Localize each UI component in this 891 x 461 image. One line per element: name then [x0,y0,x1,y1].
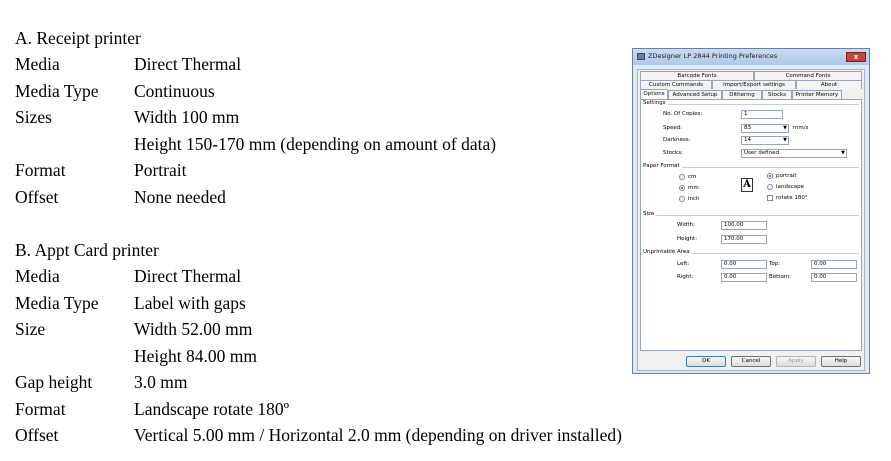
row-value: Height 84.00 mm [134,346,257,366]
landscape-radio[interactable] [767,184,773,190]
tab-dithering[interactable]: Dithering [722,90,762,99]
row-value: None needed [134,187,226,207]
copies-input[interactable]: 1 [741,110,783,119]
row-key: Size [15,319,46,339]
row-key: Offset [15,187,59,207]
darkness-select[interactable] [741,136,789,145]
tab-about[interactable]: About [796,80,862,89]
options-panel [640,99,862,351]
section-b-heading: B. Appt Card printer [15,240,159,260]
unit-mm-radio[interactable] [679,185,685,191]
height-label: Height: [677,236,698,242]
tab-advanced-setup[interactable]: Advanced Setup [668,90,722,99]
unit-cm-label: cm [688,174,697,180]
tab-options[interactable]: Options [640,89,668,99]
speed-label: Speed: [663,125,683,131]
row-key: Media Type [15,81,99,101]
dialog-body [637,69,865,371]
stocks-value: User defined [744,150,779,156]
row-value: Continuous [134,81,215,101]
settings-group [643,104,859,105]
unprintable-area-title: Unprintable Area [643,249,690,255]
left-label: Left: [677,261,690,267]
row-key: Format [15,399,66,419]
size-group [643,215,859,216]
row-key: Gap height [15,372,93,392]
tab-custom-commands[interactable]: Custom Commands [640,80,712,89]
right-label: Right: [677,274,694,280]
tab-printer-memory[interactable]: Printer Memory [792,90,842,99]
row-key: Sizes [15,107,52,127]
row-key: Media [15,266,60,286]
row-value: Width 100 mm [134,107,240,127]
speed-select[interactable] [741,124,789,133]
tab-command-fonts[interactable]: Command Fonts [754,71,862,80]
dialog-titlebar [633,49,869,65]
right-input[interactable]: 0.00 [721,273,767,282]
chevron-down-icon: ▼ [783,137,787,143]
unit-cm-radio[interactable] [679,174,685,180]
printer-icon [637,53,645,60]
size-title: Size [643,211,655,217]
darkness-value: 14 [744,137,751,143]
close-icon[interactable]: x [846,52,866,62]
dialog-title: ZDesigner LP 2844 Printing Preferences [648,52,778,60]
top-label: Top: [769,261,781,267]
portrait-label: portrait [776,173,797,179]
height-input[interactable]: 170.00 [721,235,767,244]
apply-button[interactable]: Apply [776,356,816,367]
row-value: 3.0 mm [134,372,188,392]
row-key: Media [15,54,60,74]
landscape-label: landscape [776,184,805,190]
tab-import-export[interactable]: Import/Export settings [712,80,796,89]
settings-title: Settings [643,100,666,106]
darkness-label: Darkness: [663,137,691,143]
page-preview-icon: A [741,178,753,192]
row-value: Vertical 5.00 mm / Horizontal 2.0 mm (depending on driver installed) [134,425,622,445]
tab-stocks[interactable]: Stocks [762,90,792,99]
row-value: Label with gaps [134,293,246,313]
help-button[interactable]: Help [821,356,861,367]
left-input[interactable]: 0.00 [721,260,767,269]
row-value: Height 150-170 mm (depending on amount of data) [134,134,497,154]
unit-inch-label: inch [688,196,700,202]
ok-button[interactable]: OK [686,356,726,367]
bottom-input[interactable]: 0.00 [811,273,857,282]
unit-mm-label: mm [688,185,699,191]
rotate-180-label: rotate 180° [776,195,808,201]
speed-unit: mm/s [793,125,809,131]
copies-label: No. Of Copies: [663,111,703,117]
chevron-down-icon: ▼ [783,125,787,131]
row-value: Portrait [134,160,187,180]
tab-barcode-fonts[interactable]: Barcode Fonts [640,71,754,80]
unit-inch-radio[interactable] [679,196,685,202]
row-value: Width 52.00 mm [134,319,253,339]
chevron-down-icon: ▼ [841,150,845,156]
width-input[interactable]: 100.00 [721,221,767,230]
row-value: Direct Thermal [134,266,242,286]
row-key: Format [15,160,66,180]
cancel-button[interactable]: Cancel [731,356,771,367]
row-key: Media Type [15,293,99,313]
paper-format-title: Paper Format [643,163,680,169]
row-value: Landscape rotate 180º [134,399,290,419]
stocks-select[interactable] [741,149,847,158]
stocks-label: Stocks: [663,150,683,156]
printing-preferences-dialog [632,48,870,374]
row-key: Offset [15,425,59,445]
rotate-180-checkbox[interactable] [767,195,773,201]
portrait-radio[interactable] [767,173,773,179]
section-a-heading: A. Receipt printer [15,28,141,48]
speed-value: 83 [744,125,751,131]
top-input[interactable]: 0.00 [811,260,857,269]
row-value: Direct Thermal [134,54,242,74]
bottom-label: Bottom: [769,274,792,280]
width-label: Width: [677,222,695,228]
